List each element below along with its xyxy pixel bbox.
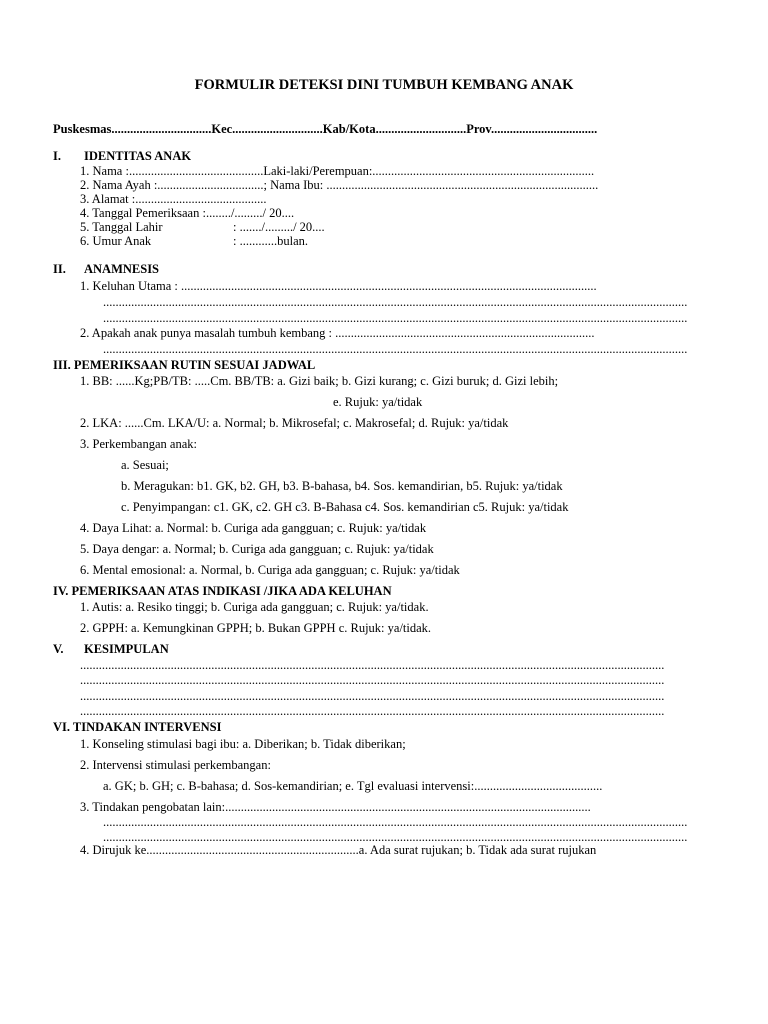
bb-referral: e. Rujuk: ya/tidak — [333, 395, 423, 409]
section-5-heading: KESIMPULAN — [84, 642, 169, 656]
dot-line: ........................................................................................................................................................................................... — [80, 704, 665, 718]
gpph-check: 2. GPPH: a. Kemungkinan GPPH; b. Bukan GPPH c. Rujuk: ya/tidak. — [80, 621, 432, 635]
section-1-heading: IDENTITAS ANAK — [84, 149, 192, 163]
section-3-heading: III. PEMERIKSAAN RUTIN SESUAI JADWAL — [53, 358, 316, 372]
section-6-heading: VI. TINDAKAN INTERVENSI — [53, 720, 222, 734]
form-title: FORMULIR DETEKSI DINI TUMBUH KEMBANG ANAK — [194, 77, 574, 93]
section-2-number: II. — [53, 262, 66, 276]
dot-line: ........................................................................................................................................................................................... — [103, 830, 688, 844]
identity-name: 1. Nama :...........................................Laki-laki/Perempuan:....................................................................... — [80, 164, 595, 178]
identity-birth-date: 5. Tanggal Lahir — [80, 220, 163, 234]
stimulation-options: a. GK; b. GH; c. B-bahasa; d. Sos-kemandirian; e. Tgl evaluasi intervensi:......................................... — [103, 779, 603, 793]
autism-check: 1. Autis: a. Resiko tinggi; b. Curiga ada gangguan; c. Rujuk: ya/tidak. — [80, 600, 429, 614]
section-5-number: V. — [53, 642, 64, 656]
development-label: 3. Perkembangan anak: — [80, 437, 197, 451]
dot-line: ........................................................................................................................................................................................... — [103, 815, 688, 829]
development-option-a: a. Sesuai; — [121, 458, 169, 472]
identity-parents: 2. Nama Ayah :..................................; Nama Ibu: ....................................................................................... — [80, 178, 599, 192]
section-1-number: I. — [53, 149, 61, 163]
identity-exam-date: 4. Tanggal Pemeriksaan :......../........./ 20.... — [80, 206, 295, 220]
referral-item: 4. Dirujuk ke....................................................................a. Ada surat rujukan; b. Tidak ada surat rujukan — [80, 843, 597, 857]
emotional-check: 6. Mental emosional: a. Normal, b. Curiga ada gangguan; c. Rujuk: ya/tidak — [80, 563, 460, 577]
growth-problem: 2. Apakah anak punya masalah tumbuh kembang : ................................................................................... — [80, 326, 595, 340]
hearing-check: 5. Daya dengar: a. Normal; b. Curiga ada gangguan; c. Rujuk: ya/tidak — [80, 542, 434, 556]
dot-line: ........................................................................................................................................................................................... — [80, 689, 665, 703]
identity-age-value: : ............bulan. — [233, 234, 308, 248]
identity-address: 3. Alamat :.......................................... — [80, 192, 267, 206]
vision-check: 4. Daya Lihat: a. Normal: b. Curiga ada gangguan; c. Rujuk: ya/tidak — [80, 521, 427, 535]
section-4-heading: IV. PEMERIKSAAN ATAS INDIKASI /JIKA ADA KELUHAN — [53, 584, 392, 598]
section-2-heading: ANAMNESIS — [84, 262, 160, 276]
dot-line: ........................................................................................................................................................................................... — [103, 295, 688, 309]
identity-birth-date-value: : ......./........./ 20.... — [233, 220, 325, 234]
dot-line: ........................................................................................................................................................................................... — [103, 342, 688, 356]
development-option-c: c. Penyimpangan: c1. GK, c2. GH c3. B-Bahasa c4. Sos. kemandirian c5. Rujuk: ya/tidak — [121, 500, 569, 514]
head-circumference: 2. LKA: ......Cm. LKA/U: a. Normal; b. Mikrosefal; c. Makrosefal; d. Rujuk: ya/tidak — [80, 416, 509, 430]
counseling-item: 1. Konseling stimulasi bagi ibu: a. Diberikan; b. Tidak diberikan; — [80, 737, 406, 751]
dot-line: ........................................................................................................................................................................................... — [80, 658, 665, 672]
development-option-b: b. Meragukan: b1. GK, b2. GH, b3. B-bahasa, b4. Sos. kemandirian, b5. Rujuk: ya/tidak — [121, 479, 563, 493]
bb-nutrition: 1. BB: ......Kg;PB/TB: .....Cm. BB/TB: a. Gizi baik; b. Gizi kurang; c. Gizi buruk; d. Gizi lebih; — [80, 374, 559, 388]
dot-line: ........................................................................................................................................................................................... — [80, 673, 665, 687]
treatment-item: 3. Tindakan pengobatan lain:..................................................................................................................... — [80, 800, 591, 814]
stimulation-item: 2. Intervensi stimulasi perkembangan: — [80, 758, 271, 772]
dot-line: ........................................................................................................................................................................................... — [103, 311, 688, 325]
identity-age: 6. Umur Anak — [80, 234, 152, 248]
header-line: Puskesmas................................Kec.............................Kab/Kota.............................Prov.................................. — [53, 122, 598, 136]
main-complaint: 1. Keluhan Utama : ..................................................................................................................................... — [80, 279, 597, 293]
